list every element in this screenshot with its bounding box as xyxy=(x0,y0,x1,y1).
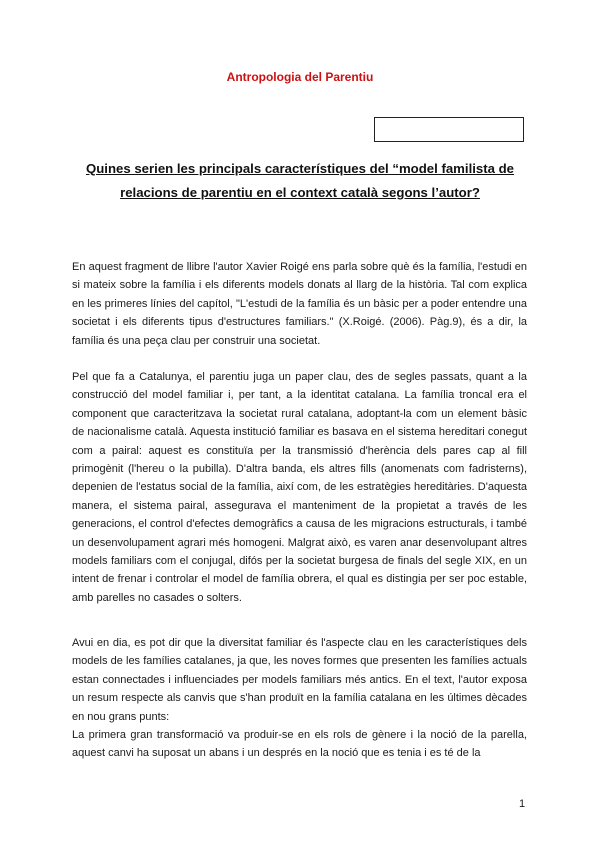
paragraph-text: Pel que fa a Catalunya, el parentiu juga un paper clau, des de segles passats, quant a la construcció del model familiar i, per tant, a la identitat catalana. La família troncal era el component que caracteritzava la societat rural catalana, adoptant-la com un element bàsic de nacionalisme català. Aquesta institució familiar es basava en el sistema hereditari conegut com a pairal: aquest es constituïa per la transmissió d'herència dels pares cap al fill primogènit (l'hereu o la pubilla). D'altra banda, els altres fills (anomenats com fadristerns), depenien de l'estatus social de la família, així com, de les estratègies hereditàries. D'aquesta manera, el sistema pairal, assegurava el manteniment de la propietat a través de les generacions, el control d'efectes demogràfics a causa de les migracions estructurals, i també un desenvolupament agrari més homogeni. Malgrat això, es varen anar desenvolupant altres models familiars com el conjugal, difós per la societat burgesa de finals del segle XIX, en un intent de frenar i controlar el model de família obrera, el qual es distingia per ser poc estable, amb parelles no casades o solters. xyxy=(72,371,527,604)
paragraph-catalonia xyxy=(72,368,527,607)
student-name-box xyxy=(374,117,524,142)
paragraph-text: La primera gran transformació va produir-se en els rols de gènere i la noció de la parella, aquest canvi ha suposat un abans i un després en la noció que es tenia i es té de la xyxy=(72,729,527,760)
paragraph-today xyxy=(72,634,527,763)
paragraph-introduction xyxy=(72,258,527,350)
page-number: 1 xyxy=(519,798,526,810)
paragraph-text: En aquest fragment de llibre l'autor Xavier Roigé ens parla sobre què és la família, l'estudi en si mateix sobre la família i els diferents models donats al llarg de la història. Tal com explica en les primeres línies del capítol, "L'estudi de la família és un bàsic per a poder entendre una societat i els diferents tipus d'estructures familiars." (X.Roigé. (2006). Pàg.9), és a dir, la família és una peça clau per construir una societat. xyxy=(72,261,527,347)
assignment-question: Quines serien les principals característiques del “model familista de relacions de parentiu en el context català segons l’autor? xyxy=(85,161,515,200)
paragraph-text: Avui en dia, es pot dir que la diversitat familiar és l'aspecte clau en les característiques dels models de les famílies catalanes, ja que, les noves formes que presenten les famílies actuals estan connectades i influenciades per models familiars més antics. En el text, l'autor exposa un resum respecte als canvis que s'han produït en la família catalana en les últimes dècades en nou grans punts: xyxy=(72,637,527,723)
document-title: Antropologia del Parentiu xyxy=(226,70,374,84)
